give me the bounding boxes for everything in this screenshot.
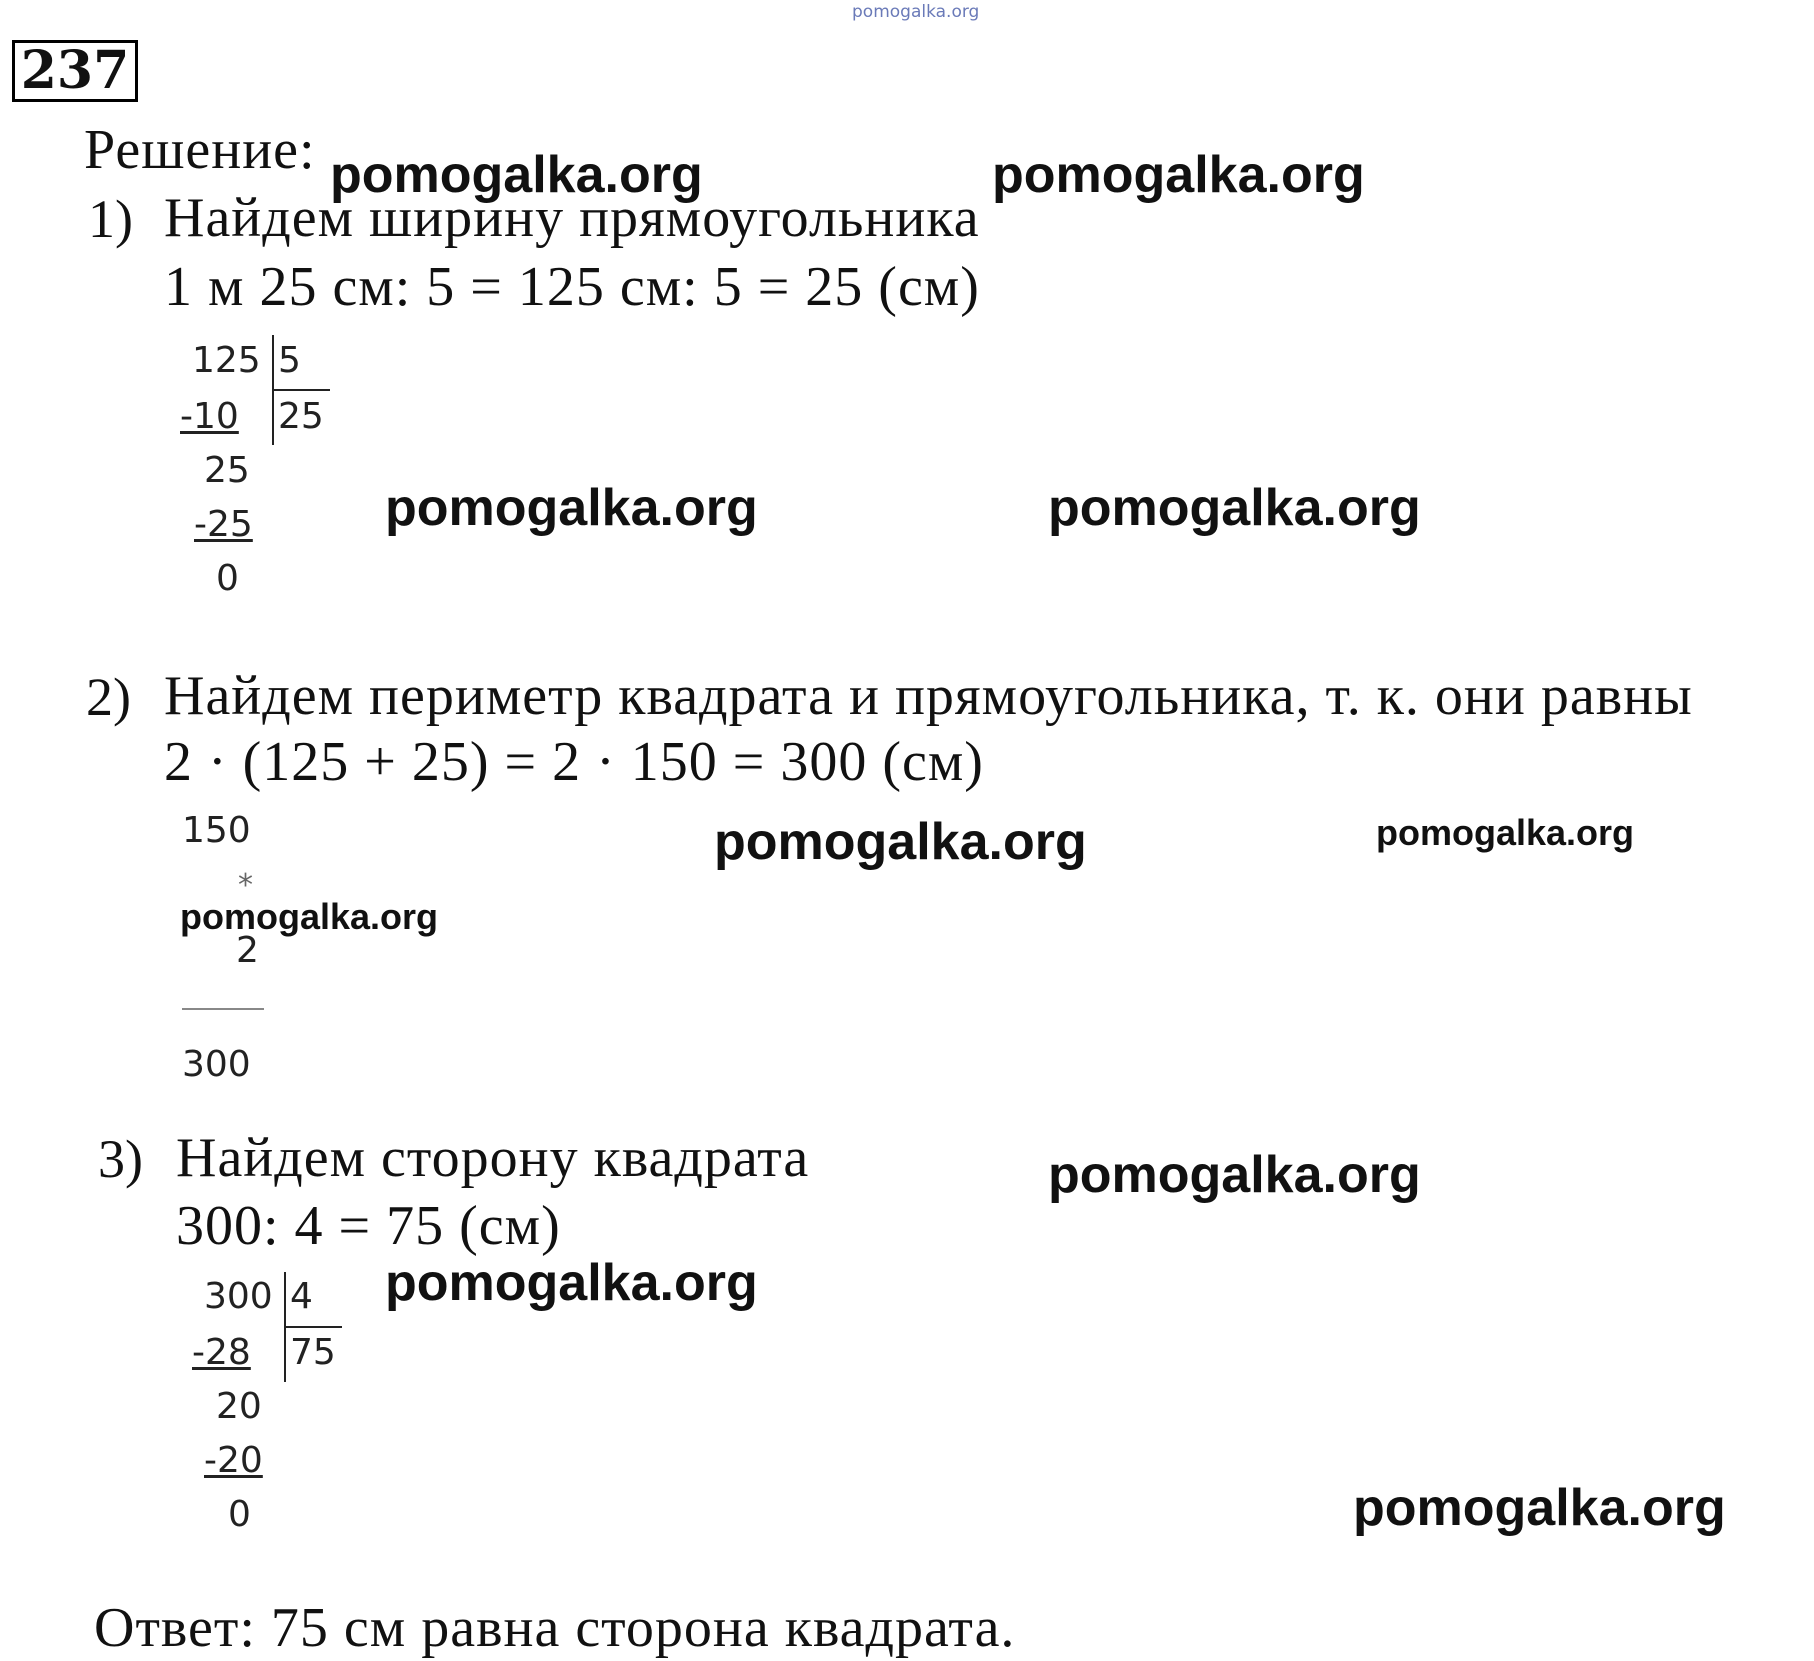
watermark: pomogalka.org (385, 1254, 758, 1312)
watermark: pomogalka.org (385, 479, 758, 537)
step-formula: 2 · (125 + 25) = 2 · 150 = 300 (см) (164, 731, 984, 793)
watermark: pomogalka.org (180, 896, 439, 937)
dividend: 300 (204, 1276, 273, 1317)
subtract-2: -25 (194, 504, 253, 545)
multiply-sign: * (238, 868, 253, 903)
step-title: Найдем сторону квадрата (176, 1127, 810, 1189)
remainder-1: 20 (216, 1386, 262, 1427)
watermark: pomogalka.org (1376, 812, 1635, 853)
subtract-1: -10 (180, 396, 239, 437)
top-watermark: pomogalka.org (852, 2, 980, 22)
quotient: 75 (290, 1332, 336, 1373)
watermark: pomogalka.org (1353, 1479, 1726, 1537)
step-formula: 1 м 25 см: 5 = 125 см: 5 = 25 (см) (164, 256, 980, 318)
divisor-line (286, 1326, 342, 1328)
factor-b: 2 (236, 930, 259, 971)
watermark: pomogalka.org (1048, 1146, 1421, 1204)
step-formula: 300: 4 = 75 (см) (176, 1195, 561, 1257)
product: 300 (182, 1044, 251, 1085)
step-title: Найдем ширину прямоугольника (164, 187, 980, 249)
step-number: 1) (88, 189, 133, 249)
watermark: pomogalka.org (714, 813, 1087, 871)
factor-a: 150 (182, 810, 251, 851)
remainder-2: 0 (216, 558, 239, 599)
remainder-1: 25 (204, 450, 250, 491)
step-number: 3) (98, 1129, 143, 1189)
divisor-line (274, 389, 330, 391)
watermark: pomogalka.org (1048, 479, 1421, 537)
dividend: 125 (192, 340, 261, 381)
multiply-line (182, 1008, 264, 1010)
divisor: 5 (278, 340, 301, 381)
step-number: 2) (86, 667, 131, 727)
answer: Ответ: 75 см равна сторона квадрата. (94, 1597, 1016, 1659)
problem-number: 237 (12, 40, 138, 102)
watermark: pomogalka.org (330, 146, 703, 204)
solution-label: Решение: (84, 119, 316, 181)
watermark: pomogalka.org (992, 146, 1365, 204)
divisor: 4 (290, 1276, 313, 1317)
step-title: Найдем периметр квадрата и прямоугольника, т. к. они равны (164, 665, 1693, 727)
subtract-1: -28 (192, 1332, 251, 1373)
remainder-2: 0 (228, 1494, 251, 1535)
quotient: 25 (278, 396, 324, 437)
subtract-2: -20 (204, 1440, 263, 1481)
